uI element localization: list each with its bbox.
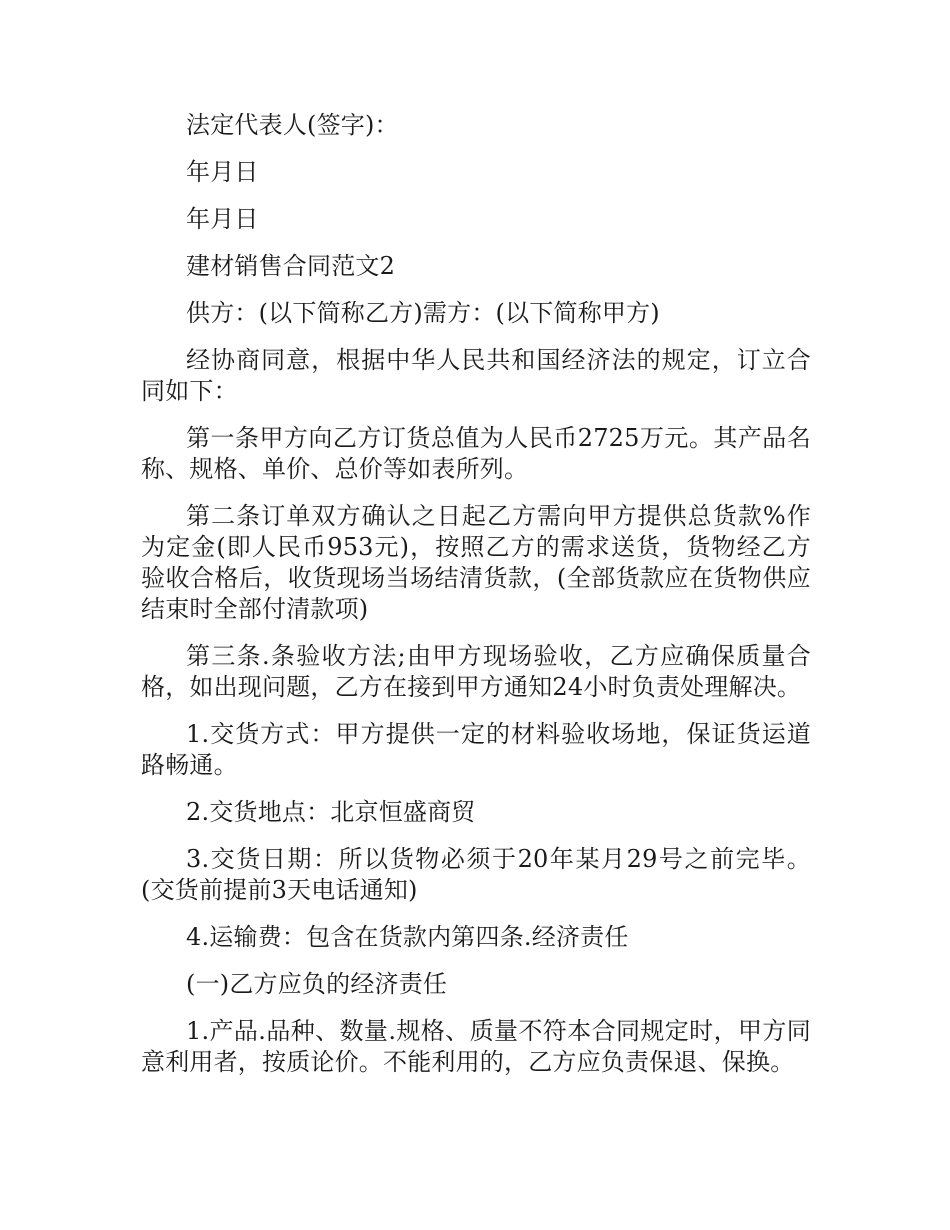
article-1-paragraph: 第一条甲方向乙方订货总值为人民币2725万元。其产品名称、规格、单价、总价等如表所列。 bbox=[141, 424, 811, 483]
date-line-2: 年月日 bbox=[186, 205, 259, 233]
delivery-date-item: 3.交货日期：所以货物必须于20年某月29号之前完毕。(交货前提前3天电话通知) bbox=[141, 845, 811, 904]
date-line-1: 年月日 bbox=[186, 158, 259, 186]
preamble-paragraph: 经协商同意，根据中华人民共和国经济法的规定，订立合同如下： bbox=[141, 346, 811, 405]
contract-title: 建材销售合同范文2 bbox=[186, 252, 396, 280]
delivery-method-item: 1.交货方式：甲方提供一定的材料验收场地，保证货运道路畅通。 bbox=[141, 720, 811, 779]
article-3-paragraph: 第三条.条验收方法;由甲方现场验收，乙方应确保质量合格，如出现问题，乙方在接到甲方通知24小时负责处理解决。 bbox=[141, 642, 811, 701]
signature-line: 法定代表人(签字)： bbox=[186, 111, 399, 139]
parties-line: 供方：(以下简称乙方)需方：(以下简称甲方) bbox=[186, 299, 660, 327]
article-2-paragraph: 第二条订单双方确认之日起乙方需向甲方提供总货款%作为定金(即人民币953元)，按照乙方的需求送货，货物经乙方验收合格后，收货现场当场结清货款，(全部货款应在货物供应结束时全部付清款项) bbox=[141, 502, 811, 623]
delivery-location-item: 2.交货地点：北京恒盛商贸 bbox=[186, 798, 476, 826]
liability-item-1: 1.产品.品种、数量.规格、质量不符本合同规定时，甲方同意利用者，按质论价。不能利用的，乙方应负责保退、保换。 bbox=[141, 1017, 811, 1076]
transport-fee-item: 4.运输费：包含在货款内第四条.经济责任 bbox=[186, 923, 629, 951]
contract-page bbox=[141, 110, 811, 1094]
liability-heading: (一)乙方应负的经济责任 bbox=[186, 970, 448, 998]
